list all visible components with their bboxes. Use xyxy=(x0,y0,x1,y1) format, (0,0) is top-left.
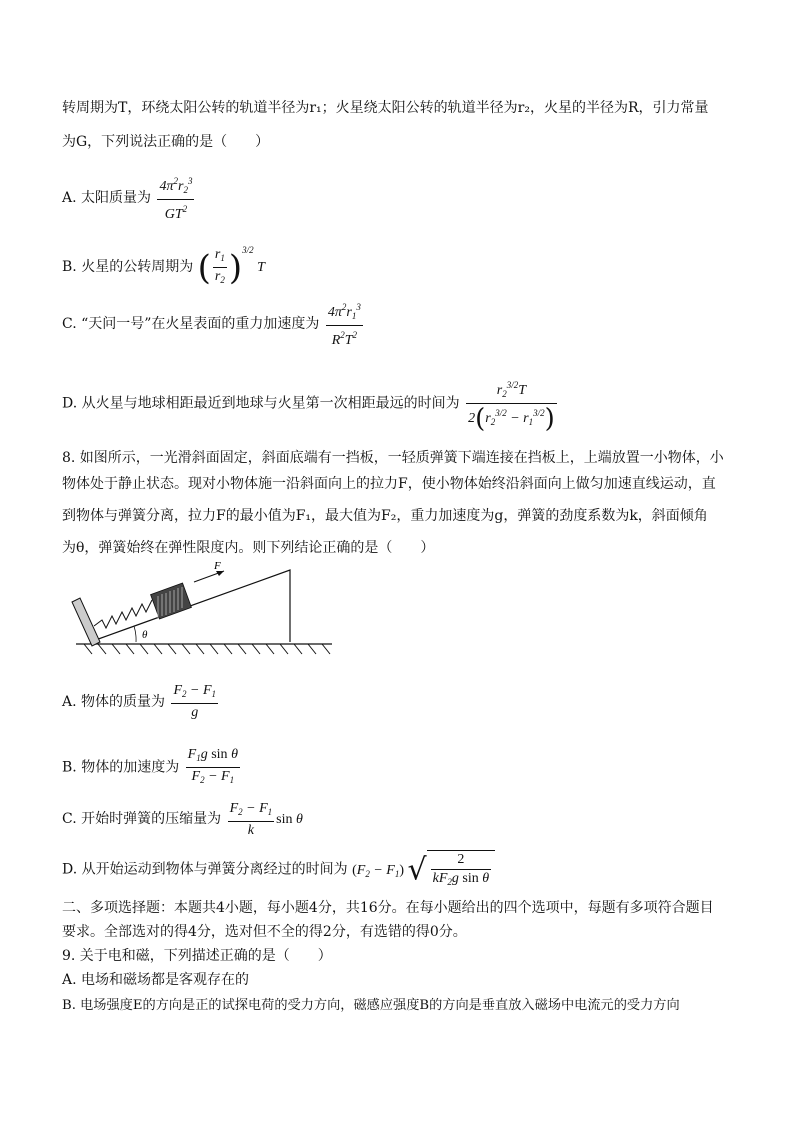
q8-option-a xyxy=(62,682,220,722)
q8-stem-line-2: 物体处于静止状态。现对小物体施一沿斜面向上的拉力F，使小物体始终沿斜面向上做匀加速直线运动，直 xyxy=(62,476,716,492)
angle-arc xyxy=(134,626,136,642)
q7-option-d-label: D. 从火星与地球相距最近到地球与火星第一次相距最远的时间为 xyxy=(62,395,460,412)
q7-option-c-formula: $\frac{4\pi^2r_1^3}{R^2T^2}$ xyxy=(326,298,363,350)
section2-instructions-line-1: 二、多项选择题：本题共4小题，每小题4分，共16分。在每小题给出的四个选项中，每题有多项符合题目 xyxy=(62,900,714,916)
q7-option-b-formula: ( $\frac{r_1}{r_2}$ )$^{3/2}$ T xyxy=(197,245,265,288)
q7-option-b-label: B. 火星的公转周期为 xyxy=(62,259,194,275)
q8-option-c-formula: $\frac{F_2 - F_1}{k}$ sin θ xyxy=(229,801,303,838)
small-block xyxy=(151,583,192,619)
q7-stem-line-2: 为G，下列说法正确的是（ ） xyxy=(62,134,270,150)
q8-option-c-label: C. 开始时弹簧的压缩量为 xyxy=(62,811,222,828)
section2-instructions-line-2: 要求。全部选对的得4分，选对但不全的得2分，有选错的得0分。 xyxy=(62,924,467,940)
q7-option-c xyxy=(62,298,365,350)
q8-option-b-label: B. 物体的加速度为 xyxy=(62,759,180,776)
q8-option-b xyxy=(62,746,242,789)
q7-option-a xyxy=(62,172,196,224)
q7-stem-line-1: 转周期为T，环绕太阳公转的轨道半径为r₁；火星绕太阳公转的轨道半径为r₂，火星的半径为R，引力常量 xyxy=(62,100,709,116)
q7-option-c-label: C. “天问一号”在火星表面的重力加速度为 xyxy=(62,316,320,332)
q9-stem: 9. 关于电和磁，下列描述正确的是（ ） xyxy=(62,948,332,964)
q9-option-b: B. 电场强度E的方向是正的试探电荷的受力方向，磁感应强度B的方向是垂直放入磁场中电流元的受力方向 xyxy=(62,998,680,1013)
q8-option-c xyxy=(62,800,303,840)
force-label: F xyxy=(214,560,221,572)
q7-option-a-formula: $\frac{4\pi^2r_2^3}{GT^2}$ xyxy=(157,172,194,224)
q8-option-d xyxy=(62,850,495,891)
q8-option-d-label: D. 从开始运动到物体与弹簧分离经过的时间为 xyxy=(62,861,348,878)
q7-option-b xyxy=(62,240,265,289)
q7-option-a-label: A. 太阳质量为 xyxy=(62,190,152,206)
q7-option-d-formula: $\frac{r_2^{3/2}T}{2(r_2^{3/2} - r_1^{3/2})}$ xyxy=(466,376,557,431)
q9-option-a: A. 电场和磁场都是客观存在的 xyxy=(62,972,250,988)
q8-option-b-formula: $\frac{F_1g \sin \theta}{F_2 - F_1}$ xyxy=(187,747,238,785)
baffle-plate xyxy=(72,598,100,646)
q8-stem-line-3: 到物体与弹簧分离，拉力F的最小值为F₁，最大值为F₂，重力加速度为g，弹簧的劲度系数为k，斜面倾角 xyxy=(62,508,708,524)
ground-hatching xyxy=(84,644,330,654)
q8-option-a-label: A. 物体的质量为 xyxy=(62,694,166,710)
spring xyxy=(94,600,152,628)
q8-option-d-formula: $(F_2 - F_1)$ √ $\frac{2}{kF_2g \sin \theta}$ xyxy=(352,863,495,878)
q8-stem-line-1: 8. 如图所示，一光滑斜面固定，斜面底端有一挡板，一轻质弹簧下端连接在挡板上，上端放置一小物体，小 xyxy=(62,450,724,466)
q7-option-d xyxy=(62,376,559,434)
incline-spring-figure xyxy=(66,560,336,660)
q8-option-a-formula: $\frac{F_2 - F_1}{g}$ xyxy=(173,683,217,720)
angle-label: θ xyxy=(142,629,148,641)
q8-stem-line-4: 为θ，弹簧始终在弹性限度内。则下列结论正确的是（ ） xyxy=(62,540,435,556)
